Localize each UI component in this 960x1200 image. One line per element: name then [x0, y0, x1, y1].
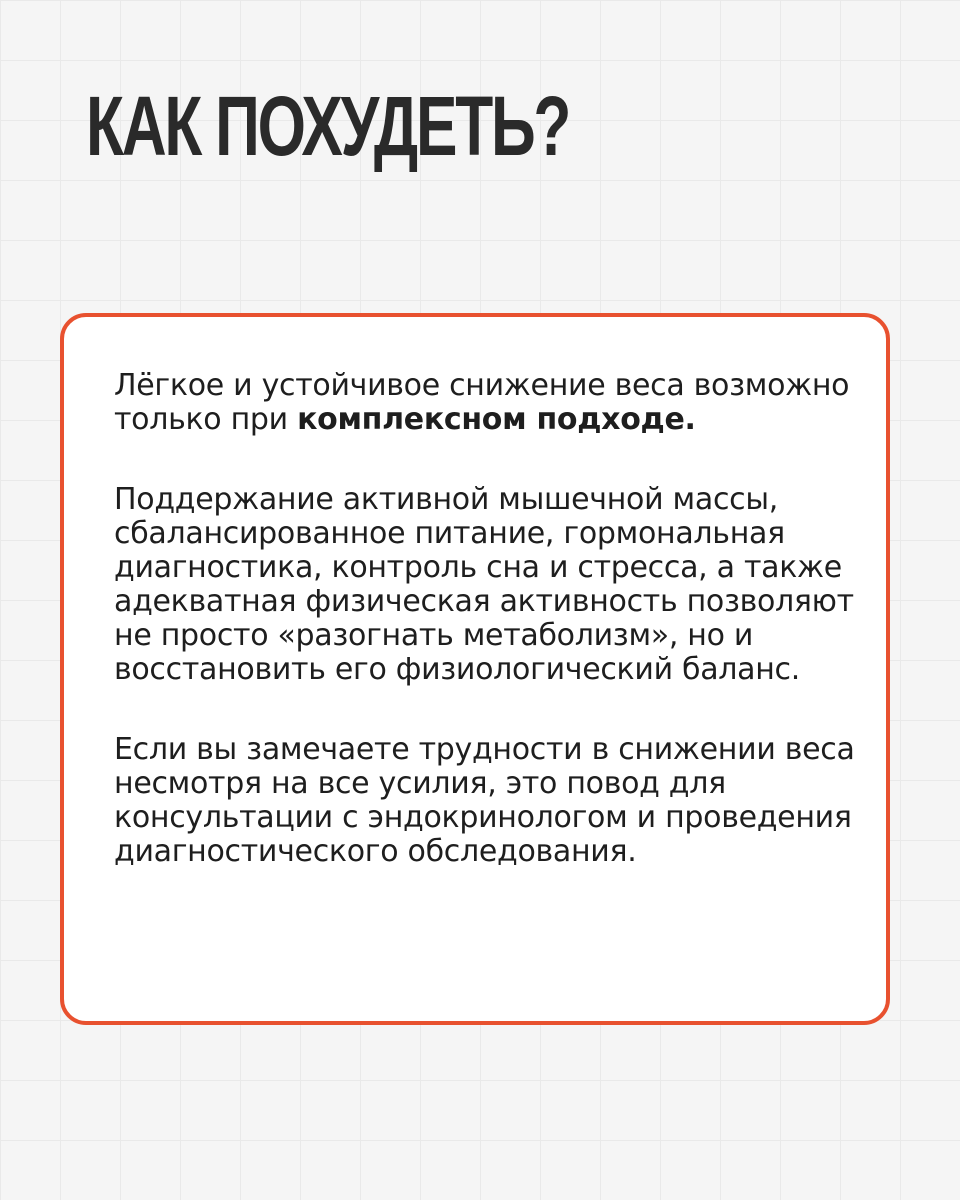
paragraph-advice: Если вы замечаете трудности в снижении веса несмотря на все усилия, это повод для консультации с эндокринологом и проведения диагностического обследования. — [114, 732, 855, 869]
paragraph-intro-text: Лёгкое и устойчивое снижение веса возможно только при — [114, 368, 850, 437]
paragraph-intro-bold: комплексном подходе. — [297, 402, 696, 437]
info-card — [60, 313, 890, 1025]
paragraph-intro — [114, 369, 856, 437]
page-title: КАК ПОХУДЕТЬ? — [86, 79, 570, 173]
paragraph-approach: Поддержание активной мышечной массы, сбалансированное питание, гормональная диагностика, контроль сна и стресса, а также адекватная физическая активность позволяют не просто «разогнать метаболизм», но и восстановить его физиологический баланс. — [114, 482, 854, 687]
